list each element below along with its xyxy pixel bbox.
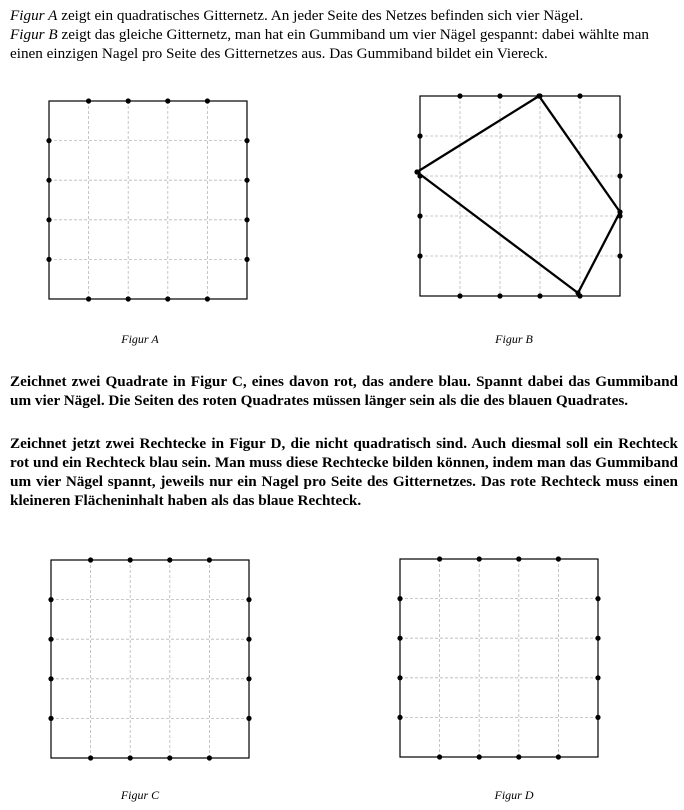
- nail-left: [417, 213, 422, 218]
- nail-top: [497, 93, 502, 98]
- nail-bottom: [86, 296, 91, 301]
- grid-frame: [51, 560, 249, 758]
- nail-right: [244, 217, 249, 222]
- grid-frame: [49, 101, 247, 299]
- nail-left: [417, 253, 422, 258]
- nail-bottom: [165, 296, 170, 301]
- nail-left: [397, 715, 402, 720]
- figure-d-caption: Figur D: [494, 788, 534, 802]
- figure-b-caption: Figur B: [495, 332, 533, 346]
- nail-right: [246, 676, 251, 681]
- nail-top: [477, 556, 482, 561]
- nail-top: [577, 93, 582, 98]
- figure-c-grid: [48, 557, 251, 760]
- nail-right: [244, 138, 249, 143]
- rubber-band-quadrilateral: [417, 96, 620, 293]
- nail-left: [397, 636, 402, 641]
- nail-right: [246, 597, 251, 602]
- figure-a-ref: Figur A: [10, 7, 58, 24]
- nail-left: [48, 637, 53, 642]
- nail-bottom: [207, 755, 212, 760]
- nail-bottom: [205, 296, 210, 301]
- nail-left: [48, 597, 53, 602]
- nail-bottom: [88, 755, 93, 760]
- nail-bottom: [556, 754, 561, 759]
- nail-left: [397, 675, 402, 680]
- nail-right: [595, 715, 600, 720]
- nail-top: [516, 556, 521, 561]
- nail-bottom: [516, 754, 521, 759]
- intro-line-a-text: zeigt ein quadratisches Gitternetz. An jeder Seite des Netzes befinden sich vier Nägel.: [57, 7, 584, 24]
- nail-bottom: [128, 755, 133, 760]
- nail-top: [86, 98, 91, 103]
- nail-left: [46, 257, 51, 262]
- nail-top: [207, 557, 212, 562]
- nail-bottom: [437, 754, 442, 759]
- nail-right: [617, 133, 622, 138]
- intro-line-b-text: zeigt das gleiche Gitternetz, man hat ein Gummiband um vier Nägel gespannt: dabei wählte man einen einzigen Nagel pro Seite des Gitternetzes aus. Das Gummiband bildet ein Viereck.: [10, 26, 649, 62]
- nail-top: [128, 557, 133, 562]
- nail-left: [48, 676, 53, 681]
- nail-left: [48, 716, 53, 721]
- grid-frame: [400, 559, 598, 757]
- figure-b-grid: [414, 93, 622, 298]
- nail-bottom: [537, 293, 542, 298]
- band-nail: [536, 93, 541, 98]
- nail-left: [46, 178, 51, 183]
- nail-left: [46, 217, 51, 222]
- nail-right: [244, 257, 249, 262]
- figure-c-caption: Figur C: [120, 788, 160, 802]
- nail-right: [246, 716, 251, 721]
- nail-top: [205, 98, 210, 103]
- nail-bottom: [167, 755, 172, 760]
- task-squares-text: Zeichnet zwei Quadrate in Figur C, eines davon rot, das andere blau. Spannt dabei das Gummiband um vier Nägel. Die Seiten des roten Quadrates müssen länger sein als die des blauen Quadrates.: [10, 373, 678, 409]
- nail-top: [126, 98, 131, 103]
- nail-bottom: [477, 754, 482, 759]
- task-rectangles-text: Zeichnet jetzt zwei Rechtecke in Figur D, die nicht quadratisch sind. Auch diesmal soll ein Rechteck rot und ein Rechteck blau sein. Man muss diese Rechtecke bilden können, indem man das Gummiband um vier Nägel spannt, jeweils nur ein Nagel pro Seite des Gitternetzes. Das rote Rechteck muss einen kleineren Flächeninhalt haben als das blaue Rechteck.: [10, 435, 678, 509]
- nail-top: [437, 556, 442, 561]
- nail-right: [246, 637, 251, 642]
- nail-left: [397, 596, 402, 601]
- nail-top: [556, 556, 561, 561]
- nail-top: [88, 557, 93, 562]
- nail-bottom: [497, 293, 502, 298]
- band-nail: [617, 209, 622, 214]
- nail-top: [457, 93, 462, 98]
- figure-a-grid: [46, 98, 249, 301]
- band-nail: [414, 169, 419, 174]
- nail-right: [244, 178, 249, 183]
- figure-a-caption: Figur A: [121, 332, 159, 346]
- nail-left: [46, 138, 51, 143]
- figure-d-grid: [397, 556, 600, 759]
- nail-right: [595, 675, 600, 680]
- band-nail: [575, 290, 580, 295]
- nail-bottom: [457, 293, 462, 298]
- nail-left: [417, 133, 422, 138]
- nail-right: [595, 596, 600, 601]
- nail-top: [167, 557, 172, 562]
- nail-right: [617, 173, 622, 178]
- figure-b-ref: Figur B: [10, 26, 58, 43]
- nail-top: [165, 98, 170, 103]
- nail-bottom: [126, 296, 131, 301]
- nail-right: [595, 636, 600, 641]
- nail-right: [617, 253, 622, 258]
